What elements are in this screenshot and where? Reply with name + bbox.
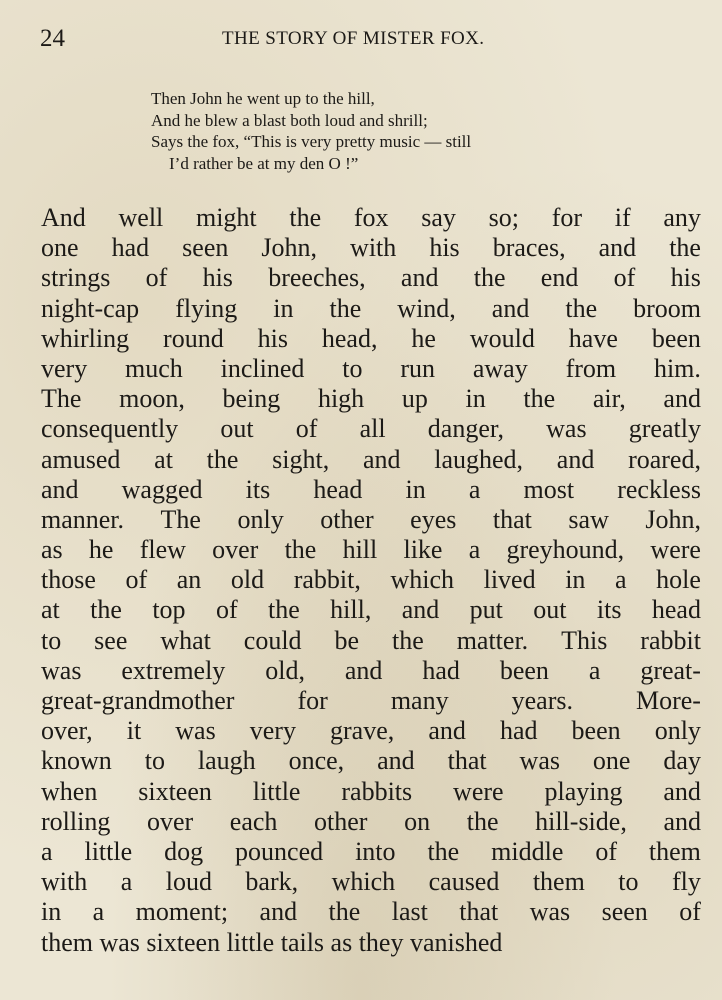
prose-line: amused at the sight, and laughed, and roared, bbox=[41, 444, 701, 474]
prose-line: known to laugh once, and that was one day bbox=[41, 746, 701, 776]
prose-line: manner. The only other eyes that saw John, bbox=[41, 504, 701, 534]
prose-line: in a moment; and the last that was seen of bbox=[41, 897, 701, 927]
prose-line: them was sixteen little tails as they vanished bbox=[41, 927, 503, 957]
prose-line: whirling round his head, he would have been bbox=[41, 323, 701, 353]
verse-block bbox=[151, 88, 621, 174]
prose-line: at the top of the hill, and put out its head bbox=[41, 595, 701, 625]
prose-line: strings of his breeches, and the end of his bbox=[41, 263, 701, 293]
verse-line: I’d rather be at my den O !” bbox=[169, 153, 359, 173]
prose-line: The moon, being high up in the air, and bbox=[41, 384, 701, 414]
prose-line: over, it was very grave, and had been only bbox=[41, 716, 701, 746]
verse-line: And he blew a blast both loud and shrill; bbox=[151, 110, 428, 130]
prose-line: when sixteen little rabbits were playing and bbox=[41, 776, 701, 806]
prose-line: great-grandmother for many years. More- bbox=[41, 686, 701, 715]
prose-line: was extremely old, and had been a great- bbox=[41, 655, 701, 685]
prose-paragraph bbox=[41, 203, 701, 958]
prose-line: night-cap flying in the wind, and the broom bbox=[41, 293, 701, 323]
prose-line: with a loud bark, which caused them to fly bbox=[41, 867, 701, 897]
verse-line: Says the fox, “This is very pretty music — still bbox=[151, 132, 472, 151]
prose-line: a little dog pounced into the middle of them bbox=[41, 836, 701, 866]
prose-line: very much inclined to run away from him. bbox=[41, 353, 701, 383]
verse-line: Then John he went up to the hill, bbox=[151, 89, 375, 108]
prose-line: one had seen John, with his braces, and the bbox=[41, 233, 701, 263]
prose-line: as he flew over the hill like a greyhound, were bbox=[41, 535, 701, 565]
prose-line: those of an old rabbit, which lived in a hole bbox=[41, 565, 701, 595]
running-head: THE STORY OF MISTER FOX. bbox=[222, 28, 485, 49]
prose-line: And well might the fox say so; for if any bbox=[41, 203, 701, 232]
page-number: 24 bbox=[40, 25, 65, 52]
prose-line: consequently out of all danger, was greatly bbox=[41, 414, 701, 444]
prose-line: to see what could be the matter. This rabbit bbox=[41, 625, 701, 655]
prose-line: and wagged its head in a most reckless bbox=[41, 474, 701, 504]
prose-line: rolling over each other on the hill-side, and bbox=[41, 806, 701, 836]
